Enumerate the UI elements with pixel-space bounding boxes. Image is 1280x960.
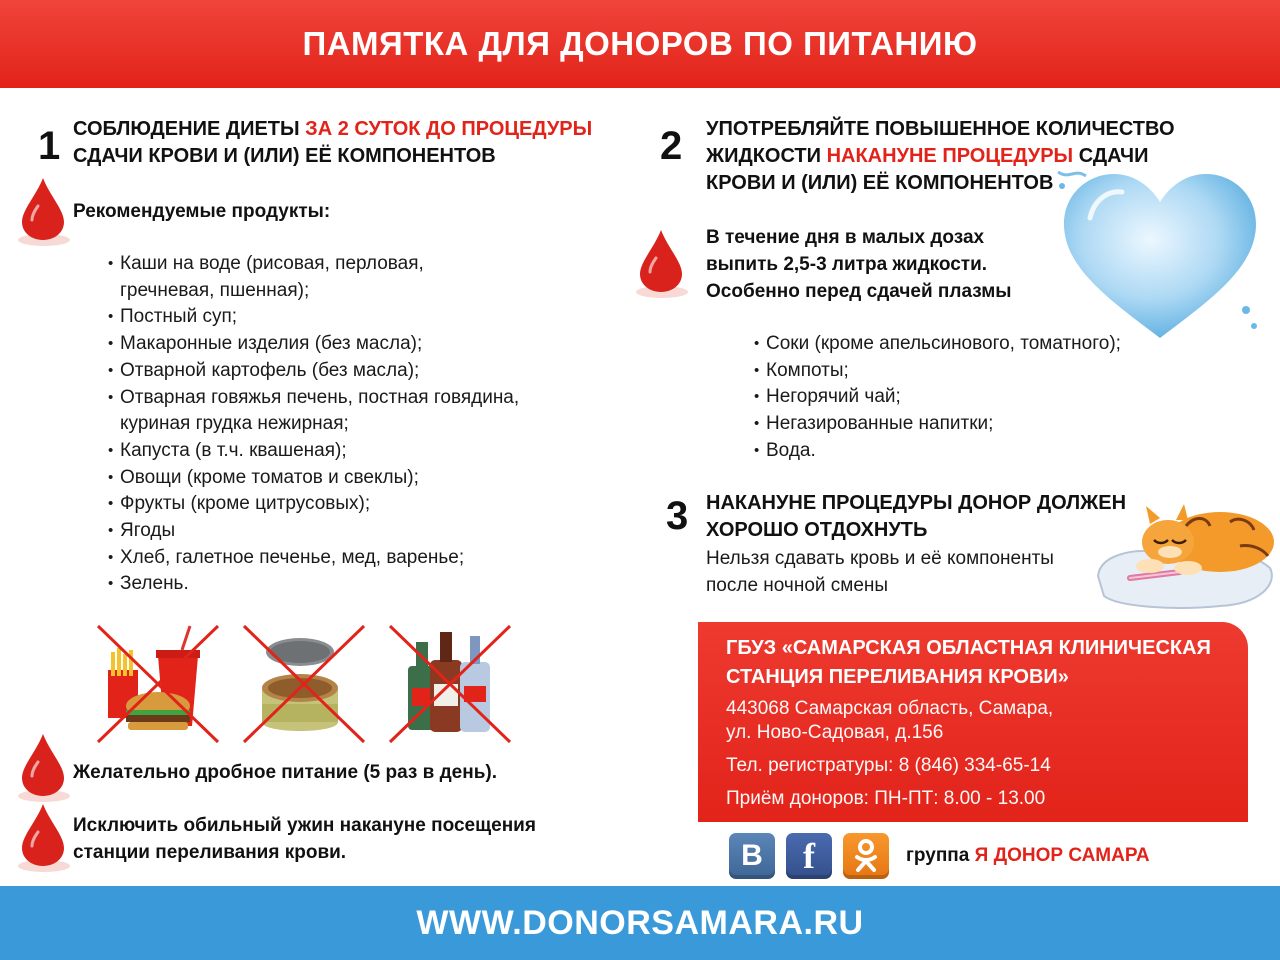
recommended-products-label: Рекомендуемые продукты:	[73, 201, 331, 222]
list-item: • Негазированные напитки;	[754, 411, 1204, 438]
vk-icon[interactable]: B	[729, 833, 775, 879]
dinner-note: Исключить обильный ужин накануне посещения станции переливания крови.	[73, 815, 536, 863]
list-item: • Каши на воде (рисовая, перловая, гречневая, пшенная);	[108, 251, 608, 304]
facebook-icon[interactable]: f	[786, 833, 832, 879]
address-line-2: ул. Ново-Садовая, д.156	[726, 722, 944, 743]
section1-number: 1	[38, 124, 61, 168]
list-item: • Овощи (кроме томатов и свеклы);	[108, 465, 608, 492]
list-item: • Хлеб, галетное печенье, мед, варенье;	[108, 545, 608, 572]
list-item: • Ягоды	[108, 518, 608, 545]
section2-number: 2	[660, 124, 683, 168]
footer-banner	[0, 886, 1280, 960]
organization-name: ГБУЗ «САМАРСКАЯ ОБЛАСТНАЯ КЛИНИЧЕСКАЯ СТАНЦИЯ ПЕРЕЛИВАНИЯ КРОВИ»	[726, 637, 1211, 688]
odnoklassniki-icon[interactable]	[843, 833, 889, 879]
registry-phone: Тел. регистратуры: 8 (846) 334-65-14	[726, 755, 1051, 776]
list-item: • Отварная говяжья печень, постная говядина, куриная грудка нежирная;	[108, 385, 608, 438]
section3-number: 3	[666, 494, 689, 538]
fast-food-crossed-icon	[94, 622, 222, 746]
sleeping-cat-illustration	[1090, 486, 1278, 614]
drinks-list	[754, 331, 1204, 465]
header-banner	[0, 0, 1280, 88]
address-line-1: 443068 Самарская область, Самара,	[726, 698, 1054, 719]
list-item: • Соки (кроме апельсинового, томатного);	[754, 331, 1204, 358]
social-group-link[interactable]: группа Я ДОНОР САМАРА	[906, 845, 1150, 866]
fluid-advice: В течение дня в малых дозах выпить 2,5-3 литра жидкости. Особенно перед сдачей плазмы	[706, 227, 1012, 302]
section1-title: СОБЛЮДЕНИЕ ДИЕТЫ ЗА 2 СУТОК ДО ПРОЦЕДУРЫ СДАЧИ КРОВИ И (ИЛИ) ЕЁ КОМПОНЕНТОВ	[73, 118, 593, 167]
recommended-products-list	[108, 251, 608, 598]
list-item: • Компоты;	[754, 358, 1204, 385]
list-item: • Макаронные изделия (без масла);	[108, 331, 608, 358]
blood-drop-icon	[14, 732, 72, 804]
organization-contact-box	[698, 622, 1248, 822]
list-item: • Вода.	[754, 438, 1204, 465]
section3-title: НАКАНУНЕ ПРОЦЕДУРЫ ДОНОР ДОЛЖЕН ХОРОШО ОТДОХНУТЬ	[706, 492, 1127, 541]
blood-drop-icon	[632, 228, 690, 300]
list-item: • Отварной картофель (без масла);	[108, 358, 608, 385]
list-item: • Зелень.	[108, 571, 608, 598]
blood-drop-icon	[14, 802, 72, 874]
blood-drop-icon	[14, 176, 72, 248]
alcohol-crossed-icon	[386, 622, 514, 746]
website-url[interactable]: WWW.DONORSAMARA.RU	[416, 903, 864, 942]
list-item: • Постный суп;	[108, 304, 608, 331]
donor-hours: Приём доноров: ПН-ПТ: 8.00 - 13.00	[726, 788, 1046, 809]
list-item: • Капуста (в т.ч. квашеная);	[108, 438, 608, 465]
page-title: ПАМЯТКА ДЛЯ ДОНОРОВ ПО ПИТАНИЮ	[302, 25, 978, 62]
list-item: • Фрукты (кроме цитрусовых);	[108, 491, 608, 518]
fractional-nutrition-note: Желательно дробное питание (5 раз в день).	[73, 762, 497, 783]
canned-food-crossed-icon	[240, 622, 368, 746]
list-item: • Негорячий чай;	[754, 384, 1204, 411]
odnoklassniki-glyph-icon	[852, 838, 880, 874]
section3-text: Нельзя сдавать кровь и её компоненты после ночной смены	[706, 548, 1054, 596]
section2-title: УПОТРЕБЛЯЙТЕ ПОВЫШЕННОЕ КОЛИЧЕСТВО ЖИДКОСТИ НАКАНУНЕ ПРОЦЕДУРЫ СДАЧИ КРОВИ И (ИЛИ) ЕЁ КОМПОНЕНТОВ	[706, 118, 1175, 194]
